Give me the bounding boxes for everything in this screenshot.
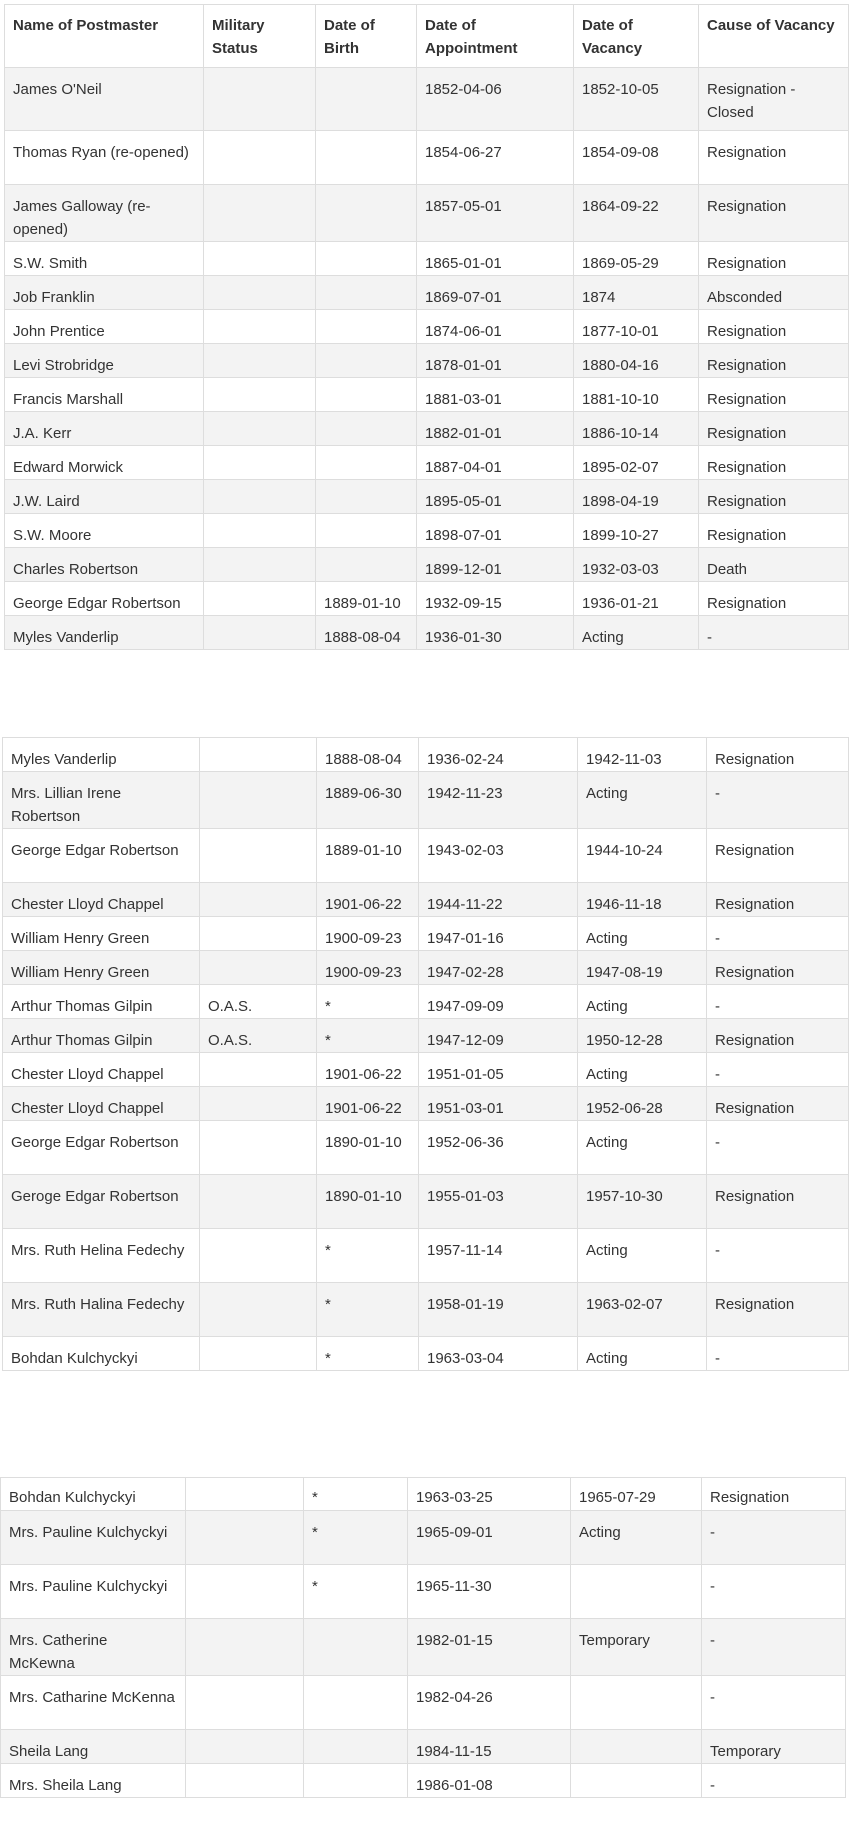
cell-cause-of-vacancy: Resignation [699, 344, 849, 378]
cell-military-status [200, 1229, 317, 1283]
cell-cause-of-vacancy: Resignation [707, 951, 849, 985]
cell-military-status [186, 1730, 304, 1764]
cell-military-status [200, 1053, 317, 1087]
cell-name: James Galloway (re-opened) [5, 185, 204, 242]
cell-name: Bohdan Kulchyckyi [3, 1337, 200, 1371]
cell-name: S.W. Smith [5, 242, 204, 276]
cell-date-of-vacancy: 1869-05-29 [574, 242, 699, 276]
cell-name: William Henry Green [3, 917, 200, 951]
cell-name: Myles Vanderlip [3, 738, 200, 772]
cell-date-of-appointment: 1957-11-14 [419, 1229, 578, 1283]
cell-date-of-birth: * [317, 1229, 419, 1283]
cell-name: Thomas Ryan (re-opened) [5, 131, 204, 185]
cell-name: Bohdan Kulchyckyi [1, 1478, 186, 1511]
cell-name: Chester Lloyd Chappel [3, 1087, 200, 1121]
cell-date-of-vacancy: 1952-06-28 [578, 1087, 707, 1121]
cell-date-of-birth: 1901-06-22 [317, 883, 419, 917]
table-row [3, 1121, 849, 1175]
cell-date-of-vacancy: 1874 [574, 276, 699, 310]
cell-military-status [200, 1175, 317, 1229]
cell-name: Mrs. Ruth Helina Fedechy [3, 1229, 200, 1283]
cell-military-status [204, 446, 316, 480]
cell-date-of-vacancy: 1864-09-22 [574, 185, 699, 242]
cell-name: Chester Lloyd Chappel [3, 1053, 200, 1087]
cell-military-status [204, 616, 316, 650]
table-row [3, 1175, 849, 1229]
cell-name: S.W. Moore [5, 514, 204, 548]
cell-military-status [186, 1511, 304, 1565]
cell-date-of-appointment: 1982-04-26 [408, 1676, 571, 1730]
cell-date-of-appointment: 1895-05-01 [417, 480, 574, 514]
cell-cause-of-vacancy: - [707, 772, 849, 829]
table-row [3, 883, 849, 917]
cell-cause-of-vacancy: Resignation [699, 242, 849, 276]
cell-cause-of-vacancy: - [707, 917, 849, 951]
cell-date-of-appointment: 1951-01-05 [419, 1053, 578, 1087]
cell-date-of-appointment: 1965-09-01 [408, 1511, 571, 1565]
cell-name: George Edgar Robertson [5, 582, 204, 616]
cell-date-of-appointment: 1947-01-16 [419, 917, 578, 951]
cell-date-of-vacancy: 1942-11-03 [578, 738, 707, 772]
cell-name: James O'Neil [5, 68, 204, 131]
cell-date-of-birth: * [304, 1511, 408, 1565]
cell-date-of-birth [316, 378, 417, 412]
cell-cause-of-vacancy: Resignation [699, 185, 849, 242]
cell-cause-of-vacancy: - [707, 985, 849, 1019]
column-header-date-of-appointment: Date of Appointment [417, 5, 574, 68]
cell-cause-of-vacancy: Resignation [699, 582, 849, 616]
cell-date-of-appointment: 1947-09-09 [419, 985, 578, 1019]
cell-date-of-vacancy: 1877-10-01 [574, 310, 699, 344]
table-row [1, 1478, 846, 1511]
cell-date-of-vacancy: 1947-08-19 [578, 951, 707, 985]
table-row [3, 1337, 849, 1371]
cell-name: Mrs. Pauline Kulchyckyi [1, 1565, 186, 1619]
cell-name: J.A. Kerr [5, 412, 204, 446]
cell-cause-of-vacancy: Absconded [699, 276, 849, 310]
postmaster-table-block-1 [4, 4, 849, 650]
cell-date-of-birth: * [317, 1337, 419, 1371]
cell-date-of-birth: 1900-09-23 [317, 951, 419, 985]
cell-military-status [204, 582, 316, 616]
table-row [1, 1676, 846, 1730]
cell-date-of-birth [304, 1764, 408, 1798]
cell-date-of-vacancy: 1886-10-14 [574, 412, 699, 446]
cell-date-of-vacancy: 1963-02-07 [578, 1283, 707, 1337]
cell-date-of-birth: * [317, 985, 419, 1019]
table-row [3, 917, 849, 951]
cell-name: Geroge Edgar Robertson [3, 1175, 200, 1229]
column-header-name: Name of Postmaster [5, 5, 204, 68]
cell-date-of-appointment: 1963-03-25 [408, 1478, 571, 1511]
table-row [1, 1511, 846, 1565]
cell-military-status [200, 883, 317, 917]
cell-cause-of-vacancy: - [707, 1337, 849, 1371]
cell-date-of-appointment: 1874-06-01 [417, 310, 574, 344]
cell-date-of-birth: 1888-08-04 [316, 616, 417, 650]
cell-date-of-vacancy [571, 1676, 702, 1730]
table-row [5, 344, 849, 378]
cell-name: Levi Strobridge [5, 344, 204, 378]
cell-date-of-birth: 1901-06-22 [317, 1053, 419, 1087]
cell-military-status [186, 1619, 304, 1676]
column-header-military-status: Military Status [204, 5, 316, 68]
cell-name: J.W. Laird [5, 480, 204, 514]
cell-cause-of-vacancy: Resignation [707, 883, 849, 917]
table-row [3, 951, 849, 985]
cell-date-of-vacancy: 1854-09-08 [574, 131, 699, 185]
cell-date-of-birth [316, 446, 417, 480]
table-row [3, 1229, 849, 1283]
cell-date-of-birth: * [304, 1565, 408, 1619]
cell-date-of-appointment: 1854-06-27 [417, 131, 574, 185]
postmaster-table-block-3 [0, 1477, 846, 1798]
table-row [5, 68, 849, 131]
cell-military-status [204, 276, 316, 310]
cell-name: Mrs. Sheila Lang [1, 1764, 186, 1798]
cell-date-of-vacancy: Acting [578, 1053, 707, 1087]
cell-military-status [204, 378, 316, 412]
cell-military-status [200, 951, 317, 985]
cell-date-of-appointment: 1958-01-19 [419, 1283, 578, 1337]
cell-date-of-appointment: 1986-01-08 [408, 1764, 571, 1798]
cell-cause-of-vacancy: - [702, 1619, 846, 1676]
cell-military-status [186, 1764, 304, 1798]
cell-date-of-vacancy [571, 1730, 702, 1764]
cell-military-status [186, 1565, 304, 1619]
table-row [5, 582, 849, 616]
cell-name: Edward Morwick [5, 446, 204, 480]
cell-name: Job Franklin [5, 276, 204, 310]
cell-date-of-appointment: 1881-03-01 [417, 378, 574, 412]
cell-military-status [186, 1478, 304, 1511]
cell-cause-of-vacancy: - [707, 1121, 849, 1175]
cell-date-of-vacancy: Acting [574, 616, 699, 650]
cell-date-of-vacancy: Acting [578, 1229, 707, 1283]
cell-date-of-vacancy: 1950-12-28 [578, 1019, 707, 1053]
cell-military-status [204, 131, 316, 185]
cell-date-of-vacancy: 1898-04-19 [574, 480, 699, 514]
table-row [5, 446, 849, 480]
cell-date-of-vacancy: Acting [578, 772, 707, 829]
cell-date-of-appointment: 1932-09-15 [417, 582, 574, 616]
table-header-row [5, 5, 849, 68]
cell-name: John Prentice [5, 310, 204, 344]
cell-military-status [200, 917, 317, 951]
table-row [5, 616, 849, 650]
cell-cause-of-vacancy: Resignation [699, 131, 849, 185]
cell-cause-of-vacancy: Resignation [699, 310, 849, 344]
cell-military-status [204, 514, 316, 548]
cell-date-of-birth: 1889-01-10 [317, 829, 419, 883]
cell-date-of-vacancy: 1880-04-16 [574, 344, 699, 378]
cell-date-of-vacancy: 1852-10-05 [574, 68, 699, 131]
cell-cause-of-vacancy: Resignation [702, 1478, 846, 1511]
cell-cause-of-vacancy: Resignation [707, 1019, 849, 1053]
cell-date-of-appointment: 1878-01-01 [417, 344, 574, 378]
cell-date-of-vacancy: Acting [578, 1337, 707, 1371]
column-header-cause-of-vacancy: Cause of Vacancy [699, 5, 849, 68]
cell-date-of-vacancy: 1895-02-07 [574, 446, 699, 480]
postmaster-table-block-2 [2, 737, 849, 1371]
cell-date-of-birth [316, 276, 417, 310]
cell-date-of-appointment: 1984-11-15 [408, 1730, 571, 1764]
table-row [5, 378, 849, 412]
cell-date-of-appointment: 1936-01-30 [417, 616, 574, 650]
cell-date-of-vacancy: 1965-07-29 [571, 1478, 702, 1511]
cell-date-of-vacancy: 1944-10-24 [578, 829, 707, 883]
cell-date-of-appointment: 1947-12-09 [419, 1019, 578, 1053]
table-row [5, 185, 849, 242]
cell-date-of-appointment: 1982-01-15 [408, 1619, 571, 1676]
table-row [3, 1283, 849, 1337]
cell-date-of-vacancy: Acting [571, 1511, 702, 1565]
table-row [5, 242, 849, 276]
cell-name: Arthur Thomas Gilpin [3, 985, 200, 1019]
cell-date-of-appointment: 1899-12-01 [417, 548, 574, 582]
cell-military-status [186, 1676, 304, 1730]
cell-date-of-appointment: 1965-11-30 [408, 1565, 571, 1619]
cell-date-of-birth [316, 344, 417, 378]
cell-date-of-birth [316, 242, 417, 276]
cell-military-status [200, 738, 317, 772]
cell-date-of-birth [316, 185, 417, 242]
cell-cause-of-vacancy: Resignation [699, 514, 849, 548]
table-row [3, 985, 849, 1019]
cell-military-status [204, 412, 316, 446]
cell-date-of-vacancy: 1957-10-30 [578, 1175, 707, 1229]
cell-military-status [200, 1121, 317, 1175]
cell-cause-of-vacancy: Resignation [699, 480, 849, 514]
cell-date-of-birth: 1889-01-10 [316, 582, 417, 616]
cell-name: Myles Vanderlip [5, 616, 204, 650]
cell-cause-of-vacancy: Resignation [707, 1175, 849, 1229]
cell-name: Mrs. Pauline Kulchyckyi [1, 1511, 186, 1565]
cell-cause-of-vacancy: - [699, 616, 849, 650]
cell-military-status [204, 310, 316, 344]
table-body [1, 1478, 846, 1798]
cell-name: Sheila Lang [1, 1730, 186, 1764]
cell-cause-of-vacancy: - [702, 1565, 846, 1619]
cell-military-status [200, 772, 317, 829]
cell-name: Chester Lloyd Chappel [3, 883, 200, 917]
table-row [1, 1764, 846, 1798]
table-row [1, 1619, 846, 1676]
cell-name: Francis Marshall [5, 378, 204, 412]
table-row [5, 480, 849, 514]
cell-date-of-birth [316, 310, 417, 344]
cell-date-of-vacancy: Temporary [571, 1619, 702, 1676]
postmaster-table-continued [0, 1477, 846, 1798]
cell-military-status [204, 344, 316, 378]
cell-date-of-birth [316, 131, 417, 185]
cell-cause-of-vacancy: - [707, 1229, 849, 1283]
cell-date-of-birth [304, 1730, 408, 1764]
cell-military-status [204, 68, 316, 131]
cell-cause-of-vacancy: Resignation [699, 446, 849, 480]
cell-date-of-vacancy [571, 1565, 702, 1619]
table-row [5, 276, 849, 310]
table-row [3, 738, 849, 772]
cell-date-of-birth: 1890-01-10 [317, 1121, 419, 1175]
cell-date-of-appointment: 1936-02-24 [419, 738, 578, 772]
cell-date-of-birth [316, 548, 417, 582]
cell-date-of-birth: 1888-08-04 [317, 738, 419, 772]
cell-date-of-appointment: 1865-01-01 [417, 242, 574, 276]
cell-name: Arthur Thomas Gilpin [3, 1019, 200, 1053]
cell-cause-of-vacancy: Resignation [699, 378, 849, 412]
table-row [5, 514, 849, 548]
cell-military-status: O.A.S. [200, 985, 317, 1019]
cell-date-of-appointment: 1952-06-36 [419, 1121, 578, 1175]
cell-military-status [204, 242, 316, 276]
table-row [5, 412, 849, 446]
table-body [5, 68, 849, 650]
cell-date-of-birth: 1901-06-22 [317, 1087, 419, 1121]
cell-name: Mrs. Catharine McKenna [1, 1676, 186, 1730]
cell-date-of-birth: 1889-06-30 [317, 772, 419, 829]
cell-date-of-vacancy: 1932-03-03 [574, 548, 699, 582]
cell-cause-of-vacancy: Resignation [707, 829, 849, 883]
table-row [3, 829, 849, 883]
cell-date-of-birth [316, 412, 417, 446]
table-row [1, 1565, 846, 1619]
column-header-date-of-vacancy: Date of Vacancy [574, 5, 699, 68]
cell-military-status [204, 185, 316, 242]
table-row [3, 1053, 849, 1087]
cell-cause-of-vacancy: - [702, 1764, 846, 1798]
table-row [5, 310, 849, 344]
cell-date-of-appointment: 1887-04-01 [417, 446, 574, 480]
cell-date-of-vacancy: Acting [578, 917, 707, 951]
postmaster-table [4, 4, 849, 650]
cell-date-of-appointment: 1857-05-01 [417, 185, 574, 242]
cell-date-of-appointment: 1943-02-03 [419, 829, 578, 883]
cell-name: Mrs. Lillian Irene Robertson [3, 772, 200, 829]
column-header-date-of-birth: Date of Birth [316, 5, 417, 68]
cell-date-of-appointment: 1882-01-01 [417, 412, 574, 446]
table-row [3, 772, 849, 829]
cell-date-of-appointment: 1947-02-28 [419, 951, 578, 985]
cell-cause-of-vacancy: - [707, 1053, 849, 1087]
cell-date-of-vacancy [571, 1764, 702, 1798]
cell-military-status [204, 548, 316, 582]
cell-military-status [204, 480, 316, 514]
cell-date-of-appointment: 1951-03-01 [419, 1087, 578, 1121]
table-row [5, 548, 849, 582]
cell-date-of-birth [304, 1619, 408, 1676]
cell-cause-of-vacancy: - [702, 1511, 846, 1565]
cell-date-of-appointment: 1955-01-03 [419, 1175, 578, 1229]
cell-date-of-birth: * [317, 1283, 419, 1337]
cell-date-of-appointment: 1869-07-01 [417, 276, 574, 310]
cell-cause-of-vacancy: Temporary [702, 1730, 846, 1764]
table-body [3, 738, 849, 1371]
cell-military-status [200, 1283, 317, 1337]
cell-cause-of-vacancy: Resignation - Closed [699, 68, 849, 131]
cell-date-of-appointment: 1944-11-22 [419, 883, 578, 917]
cell-name: Charles Robertson [5, 548, 204, 582]
table-row [3, 1087, 849, 1121]
cell-date-of-vacancy: 1946-11-18 [578, 883, 707, 917]
cell-name: William Henry Green [3, 951, 200, 985]
cell-name: George Edgar Robertson [3, 829, 200, 883]
cell-date-of-appointment: 1942-11-23 [419, 772, 578, 829]
cell-date-of-appointment: 1963-03-04 [419, 1337, 578, 1371]
cell-cause-of-vacancy: - [702, 1676, 846, 1730]
cell-cause-of-vacancy: Death [699, 548, 849, 582]
cell-date-of-birth: 1890-01-10 [317, 1175, 419, 1229]
cell-military-status [200, 1337, 317, 1371]
cell-cause-of-vacancy: Resignation [699, 412, 849, 446]
cell-date-of-appointment: 1898-07-01 [417, 514, 574, 548]
cell-date-of-birth [316, 68, 417, 131]
cell-date-of-vacancy: Acting [578, 985, 707, 1019]
cell-date-of-birth: * [317, 1019, 419, 1053]
cell-name: Mrs. Ruth Halina Fedechy [3, 1283, 200, 1337]
cell-date-of-appointment: 1852-04-06 [417, 68, 574, 131]
cell-date-of-birth [304, 1676, 408, 1730]
table-row [5, 131, 849, 185]
table-row [1, 1730, 846, 1764]
cell-date-of-vacancy: Acting [578, 1121, 707, 1175]
cell-date-of-vacancy: 1881-10-10 [574, 378, 699, 412]
cell-cause-of-vacancy: Resignation [707, 1283, 849, 1337]
cell-name: George Edgar Robertson [3, 1121, 200, 1175]
cell-cause-of-vacancy: Resignation [707, 1087, 849, 1121]
cell-date-of-birth [316, 480, 417, 514]
postmaster-table-continued [2, 737, 849, 1371]
table-row [3, 1019, 849, 1053]
cell-date-of-birth [316, 514, 417, 548]
cell-cause-of-vacancy: Resignation [707, 738, 849, 772]
cell-military-status [200, 1087, 317, 1121]
cell-name: Mrs. Catherine McKewna [1, 1619, 186, 1676]
cell-date-of-birth: * [304, 1478, 408, 1511]
cell-date-of-birth: 1900-09-23 [317, 917, 419, 951]
cell-military-status: O.A.S. [200, 1019, 317, 1053]
cell-military-status [200, 829, 317, 883]
cell-date-of-vacancy: 1899-10-27 [574, 514, 699, 548]
cell-date-of-vacancy: 1936-01-21 [574, 582, 699, 616]
